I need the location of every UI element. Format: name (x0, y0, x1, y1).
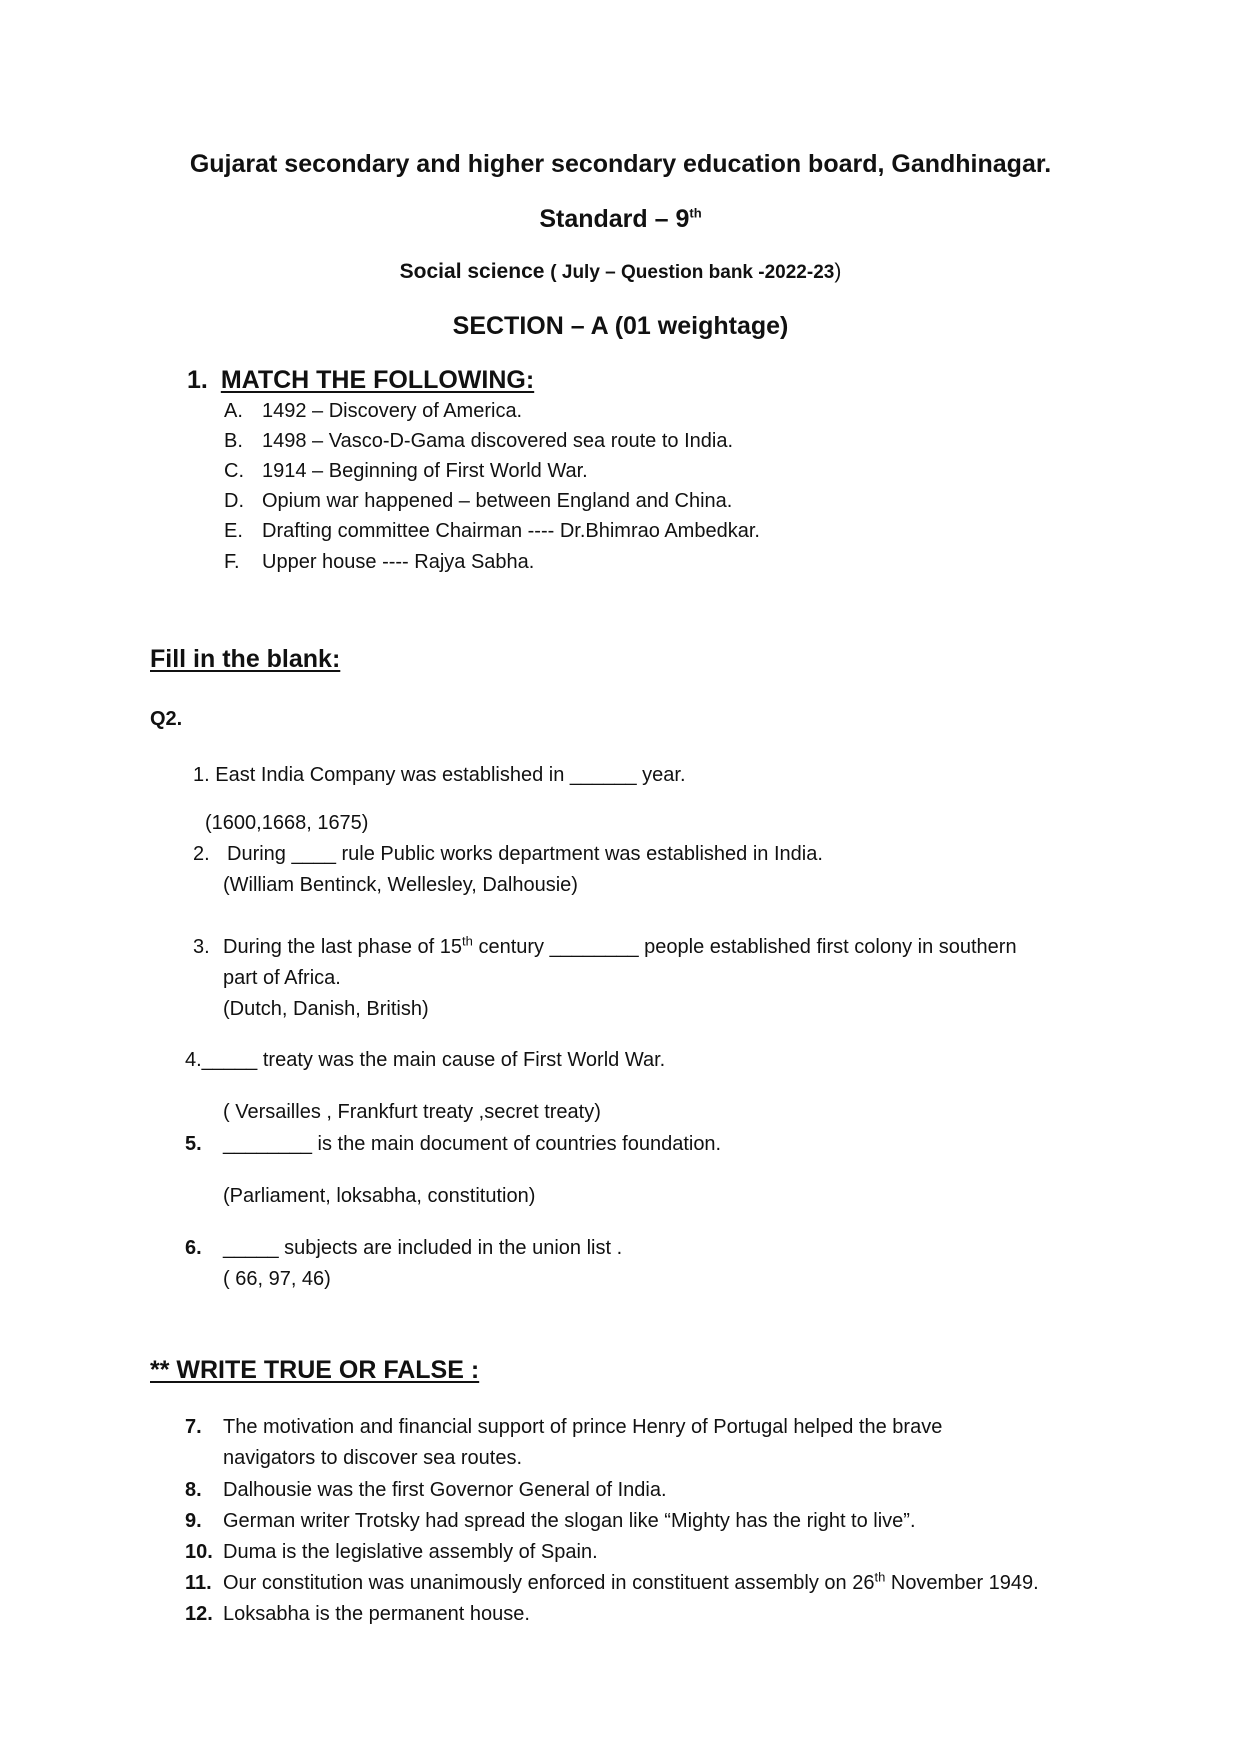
match-item (224, 520, 760, 543)
fill-q3-text-b: century ________ people established first colony in southern (472, 936, 1017, 958)
fill-q4: 4._____ treaty was the main cause of First World War. (185, 1049, 666, 1071)
tf-q11-text-a: Our constitution was unanimously enforced in constituent assembly on 26 (223, 1572, 875, 1594)
match-text: Drafting committee Chairman ---- Dr.Bhimrao Ambedkar. (262, 520, 760, 542)
fill-q2-text: During ____ rule Public works department was established in India. (227, 843, 823, 865)
subject-main: Social science (399, 260, 545, 283)
match-item (224, 490, 732, 513)
tf-q9-text: German writer Trotsky had spread the slogan like “Mighty has the right to live”. (223, 1510, 916, 1532)
match-letter: C. (224, 460, 244, 482)
tf-q11 (185, 1569, 1039, 1595)
fill-q2 (193, 843, 823, 866)
fill-q3-options: (Dutch, Danish, British) (223, 998, 429, 1020)
tf-q10-num: 10. (185, 1541, 213, 1563)
match-text: 1498 – Vasco-D-Gama discovered sea route to India. (262, 430, 733, 452)
tf-q12 (185, 1603, 530, 1626)
tf-q7 (185, 1416, 942, 1439)
fill-q3 (193, 933, 1017, 959)
tf-q8-num: 8. (185, 1479, 202, 1501)
tf-q12-text: Loksabha is the permanent house. (223, 1603, 530, 1625)
q2-label: Q2. (150, 708, 183, 730)
fill-q2-num: 2. (193, 843, 210, 865)
tf-q10-text: Duma is the legislative assembly of Spain. (223, 1541, 598, 1563)
fill-q1: 1. East India Company was established in ______ year. (193, 764, 686, 786)
tf-q11-text-b: November 1949. (885, 1572, 1039, 1594)
tf-q7-cont: navigators to discover sea routes. (223, 1447, 523, 1469)
match-number: 1. (187, 366, 208, 394)
board-title: Gujarat secondary and higher secondary education board, Gandhinagar. (189, 150, 1052, 178)
match-letter: B. (224, 430, 243, 452)
fill-q5 (185, 1133, 721, 1156)
fill-q2-options: (William Bentinck, Wellesley, Dalhousie) (223, 874, 578, 896)
truefalse-heading: ** WRITE TRUE OR FALSE : (150, 1356, 480, 1384)
match-text: 1492 – Discovery of America. (262, 400, 523, 422)
fill-q3-sup: th (462, 933, 473, 949)
subject-close: ) (834, 260, 842, 283)
match-text: Upper house ---- Rajya Sabha. (262, 551, 535, 573)
fill-heading: Fill in the blank: (150, 645, 341, 673)
fill-q6-options: ( 66, 97, 46) (223, 1268, 331, 1290)
tf-q11-num: 11. (185, 1572, 212, 1594)
tf-q7-text: The motivation and financial support of prince Henry of Portugal helped the brave (223, 1416, 943, 1438)
tf-q8-text: Dalhousie was the first Governor General of India. (223, 1479, 667, 1501)
match-item (224, 551, 534, 574)
match-letter: A. (224, 400, 243, 422)
fill-q3-cont: part of Africa. (223, 967, 341, 989)
match-letter: E. (224, 520, 243, 542)
match-item (224, 460, 588, 483)
subject-line (0, 260, 1241, 284)
fill-q1-options: (1600,1668, 1675) (205, 812, 369, 834)
tf-q9-num: 9. (185, 1510, 202, 1532)
fill-q6-text: _____ subjects are included in the union list . (223, 1237, 623, 1259)
tf-q8 (185, 1479, 667, 1502)
tf-q7-num: 7. (185, 1416, 202, 1438)
standard-sup: th (689, 205, 702, 221)
tf-q9 (185, 1510, 916, 1533)
fill-q4-options: ( Versailles , Frankfurt treaty ,secret treaty) (223, 1101, 601, 1123)
fill-q3-text-a: During the last phase of 15 (223, 936, 463, 958)
match-heading-text: MATCH THE FOLLOWING: (220, 366, 535, 394)
fill-q6-num: 6. (185, 1237, 202, 1259)
fill-q6 (185, 1237, 622, 1260)
fill-q5-num: 5. (185, 1133, 202, 1155)
match-text: Opium war happened – between England and China. (262, 490, 733, 512)
match-heading (187, 366, 534, 395)
standard-title (0, 205, 1241, 234)
section-title: SECTION – A (01 weightage) (452, 312, 789, 340)
standard-label: Standard – 9 (539, 205, 690, 233)
fill-q3-num: 3. (193, 936, 210, 958)
match-item (224, 430, 733, 453)
match-item (224, 400, 522, 423)
tf-q11-sup: th (874, 1569, 886, 1585)
tf-q12-num: 12. (185, 1603, 213, 1625)
fill-q5-text: ________ is the main document of countries foundation. (223, 1133, 722, 1155)
subject-detail: ( July – Question bank -2022-23 (550, 262, 835, 283)
match-text: 1914 – Beginning of First World War. (262, 460, 588, 482)
fill-q5-options: (Parliament, loksabha, constitution) (223, 1185, 536, 1207)
match-letter: D. (224, 490, 244, 512)
match-letter: F. (224, 551, 240, 573)
tf-q10 (185, 1541, 598, 1564)
